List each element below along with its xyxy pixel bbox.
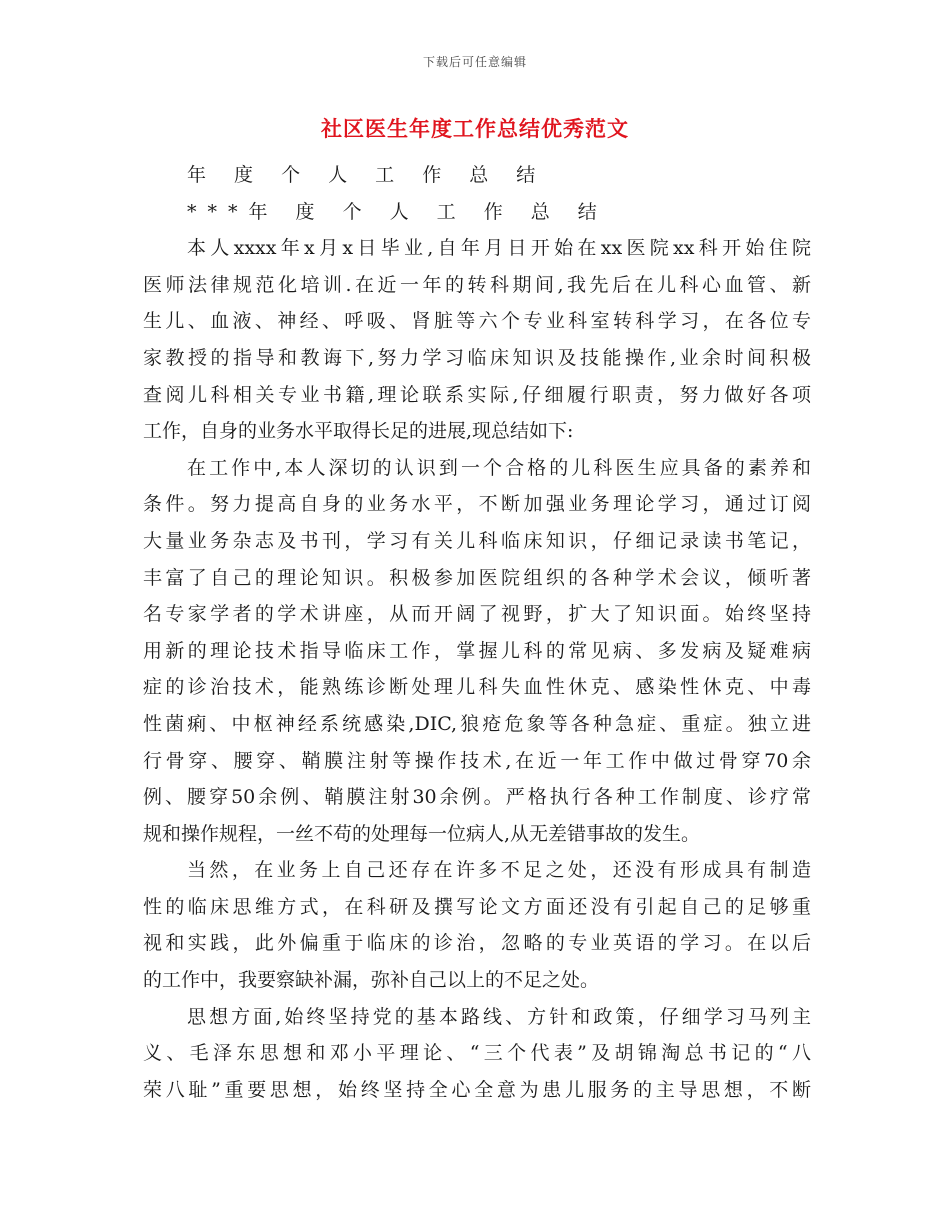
paragraph-line: 查阅儿科相关专业书籍,理论联系实际,仔细履行职责，努力做好各项 [143, 383, 811, 406]
paragraph-line: 规和操作规程，一丝不苟的处理每一位病人,从无差错事故的发生。 [143, 822, 701, 845]
paragraph-line: 荣八耻”重要思想，始终坚持全心全意为患儿服务的主导思想，不断 [143, 1078, 811, 1101]
paragraph-line: 在工作中,本人深切的认识到一个合格的儿科医生应具备的素养和 [187, 456, 811, 479]
paragraph-line: 生儿、血液、神经、呼吸、肾脏等六个专业科室转科学习，在各位专 [143, 310, 811, 333]
document-body [143, 157, 811, 1108]
paragraph-line: 的工作中，我要察缺补漏，弥补自己以上的不足之处。 [143, 969, 600, 992]
paragraph-line: 工作，自身的业务水平取得长足的进展,现总结如下: [143, 420, 574, 443]
paragraph-line: 家教授的指导和教诲下,努力学习临床知识及技能操作,业余时间积极 [143, 346, 811, 369]
document-title: 社区医生年度工作总结优秀范文 [321, 116, 629, 141]
paragraph-line: 例、腰穿50余例、鞘膜注射30余例。严格执行各种工作制度、诊疗常 [143, 786, 811, 809]
subtitle-line: ***年 度 个 人 工 作 总 结 [187, 200, 608, 223]
paragraph-line: 条件。努力提高自身的业务水平，不断加强业务理论学习，通过订阅 [143, 493, 811, 516]
paragraph-line: 义、毛泽东思想和邓小平理论、“三个代表”及胡锦淘总书记的“八 [143, 1042, 811, 1065]
paragraph-line: 症的诊治技术，能熟练诊断处理儿科失血性休克、感染性休克、中毒 [143, 676, 811, 699]
paragraph-line: 视和实践，此外偏重于临床的诊治，忽略的专业英语的学习。在以后 [143, 932, 811, 955]
paragraph-line: 医师法律规范化培训.在近一年的转科期间,我先后在儿科心血管、新 [143, 273, 811, 296]
paragraph-line: 思想方面,始终坚持党的基本路线、方针和政策，仔细学习马列主 [187, 1005, 811, 1028]
paragraph-line: 名专家学者的学术讲座，从而开阔了视野，扩大了知识面。始终坚持 [143, 603, 811, 626]
header-note: 下载后可任意编辑 [422, 55, 527, 69]
paragraph-line: 大量业务杂志及书刊，学习有关儿科临床知识，仔细记录读书笔记， [143, 529, 811, 552]
paragraph-line: 性的临床思维方式，在科研及撰写论文方面还没有引起自己的足够重 [143, 895, 811, 918]
paragraph-line: 当然，在业务上自己还存在许多不足之处，还没有形成具有制造 [187, 859, 811, 882]
paragraph-line: 丰富了自己的理论知识。积极参加医院组织的各种学术会议，倾听著 [143, 566, 811, 589]
paragraph-line: 性菌痢、中枢神经系统感染,DIC,狼疮危象等各种急症、重症。独立进 [143, 712, 811, 735]
paragraph-line: 用新的理论技术指导临床工作，掌握儿科的常见病、多发病及疑难病 [143, 639, 811, 662]
subtitle-line: 年 度 个 人 工 作 总 结 [187, 164, 547, 186]
paragraph-line: 本人xxxx年x月x日毕业,自年月日开始在xx医院xx科开始住院 [187, 237, 811, 260]
paragraph-line: 行骨穿、腰穿、鞘膜注射等操作技术,在近一年工作中做过骨穿70余 [143, 749, 811, 772]
